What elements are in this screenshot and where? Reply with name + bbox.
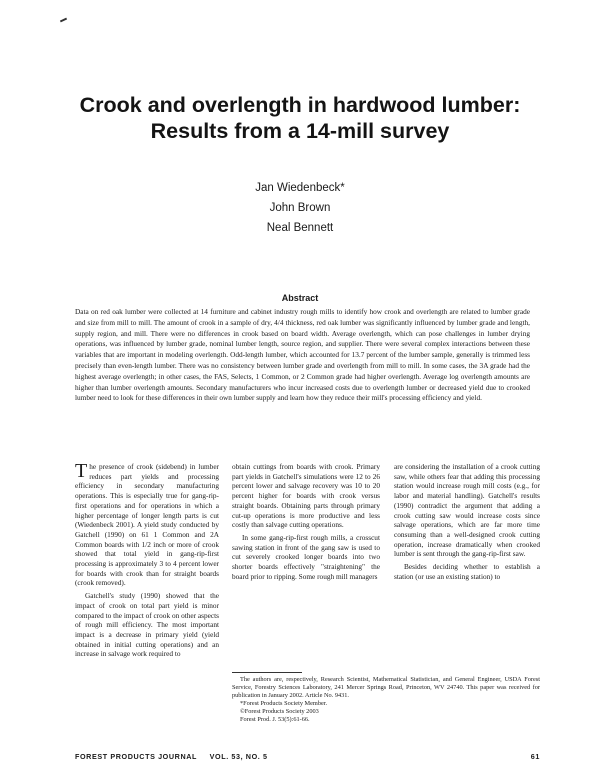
article-title: [40, 92, 560, 144]
footnote: [232, 676, 540, 724]
author-name: Neal Bennett: [266, 222, 334, 234]
author-name: John Brown: [269, 202, 331, 214]
title-line-2: Results from a 14-mill survey: [150, 119, 450, 143]
title-line-1: Crook and overlength in hardwood lumber:: [79, 93, 521, 117]
footnote-copyright: ©Forest Products Society 2003: [240, 708, 319, 715]
body-column-2: [232, 462, 380, 584]
footnote-divider: [232, 672, 302, 673]
volume-number: VOL. 53, NO. 5: [209, 752, 268, 761]
footnote-affiliation: The authors are, respectively, Research Scientist, Mathematical Statistician, and General Engineer, USDA Forest Service, Forestry Sciences Laboratory, 241 Mercer Springs Road, Princeton, WV 24740. This paper was received for publication in January 2002. Article No. 9431.: [232, 676, 540, 699]
body-paragraph: are considering the installation of a crook cutting saw, while others fear that adding this processing station would increase rough mill costs (e.g., for labor and material handling). Gatchell's results (1990) contradict the argument that adding a crook cutting saw would increase costs since salvage operations, which are far more time consuming than a well-designed crook cutting operation, increase dramatically when crooked lumber is sent through the gang-rip-first saw.: [394, 462, 540, 559]
body-paragraph: Gatchell's study (1990) showed that the impact of crook on total part yield is minor compared to the impact of crook on other aspects of rough mill efficiency. The most important impact is a decrease in primary yield (yield obtained in initial cutting operations) and an increase in salvage work required to: [75, 591, 219, 659]
author-name: Jan Wiedenbeck*: [255, 182, 345, 194]
page-number: 61: [530, 752, 540, 761]
body-paragraph: obtain cuttings from boards with crook. Primary part yields in Gatchell's simulations were 12 to 26 percent lower and salvage recovery was 10 to 20 percent higher for boards with crook versus straight boards. Obtaining parts through primary cut-up operations is more productive and less costly than salvage cutting operations.: [232, 462, 380, 530]
body-paragraph: The presence of crook (sidebend) in lumber reduces part yields and processing efficiency in secondary manufacturing operations. This is especially true for gang-rip-first operations and for operations in which a higher percentage of longer length parts is cut (Wiedenbeck 2001). A yield study conducted by Gatchell (1990) on 61 1 Common and 2A Common boards with 1/2 inch or more of crook showed that total yield in gang-rip-first processing is approximately 3 to 4 percent lower for boards with crook than for straight boards (crook removed).: [75, 460, 219, 588]
footnote-citation: Forest Prod. J. 53(5):61-66.: [240, 716, 310, 723]
body-paragraph: In some gang-rip-first rough mills, a crosscut sawing station in front of the gang saw is used to cut severely crooked longer boards into two shorter boards effectively "straightening" the board prior to ripping. Some rough mill managers: [232, 532, 380, 581]
abstract-heading: Abstract: [281, 293, 319, 303]
body-paragraph: Besides deciding whether to establish a station (or use an existing station) to: [394, 562, 540, 581]
drop-cap: T: [75, 460, 88, 482]
author-list: [230, 178, 370, 238]
body-column-1: [75, 462, 219, 662]
scan-mark: [60, 18, 67, 23]
body-column-3: [394, 462, 540, 584]
running-footer: [75, 752, 540, 761]
footnote-member: *Forest Products Society Member.: [240, 700, 328, 707]
abstract-text: Data on red oak lumber were collected at 14 furniture and cabinet industry rough mills to identify how crook and overlength are related to lumber grade and size from mill to mill. The amount of crook in a sample of dry, 4/4 thickness, red oak lumber was significantly influenced by lumber grade and length, supply region, and mill. There were no differences in crook based on board width. Average overlength, which can pose challenges in lumber drying operations, was influenced by lumber grade, nominal lumber length, source region, and supplier. There were several complex interactions between these variables that are important in modeling overlength. Odd-length lumber, which accounted for 13.7 percent of the lumber sample, generally is trimmed less precisely than even-length lumber. There was no consistency between lumber grade and overlength from mill to mill. In some cases, the 3A grade had the highest average overlength; in other cases, the FAS, Selects, 1 Common, or 2 Common grade had higher overlength. Average log overlength amounts are higher than lumber overlength amounts. Secondary manufacturers who incur increased costs due to overlength lumber or decreased yield due to crooked lumber need to look for these differences in their own lumber supply and learn how they reduce their mill's processing efficiency and yield.: [75, 307, 530, 403]
journal-name: FOREST PRODUCTS JOURNAL: [75, 752, 198, 761]
